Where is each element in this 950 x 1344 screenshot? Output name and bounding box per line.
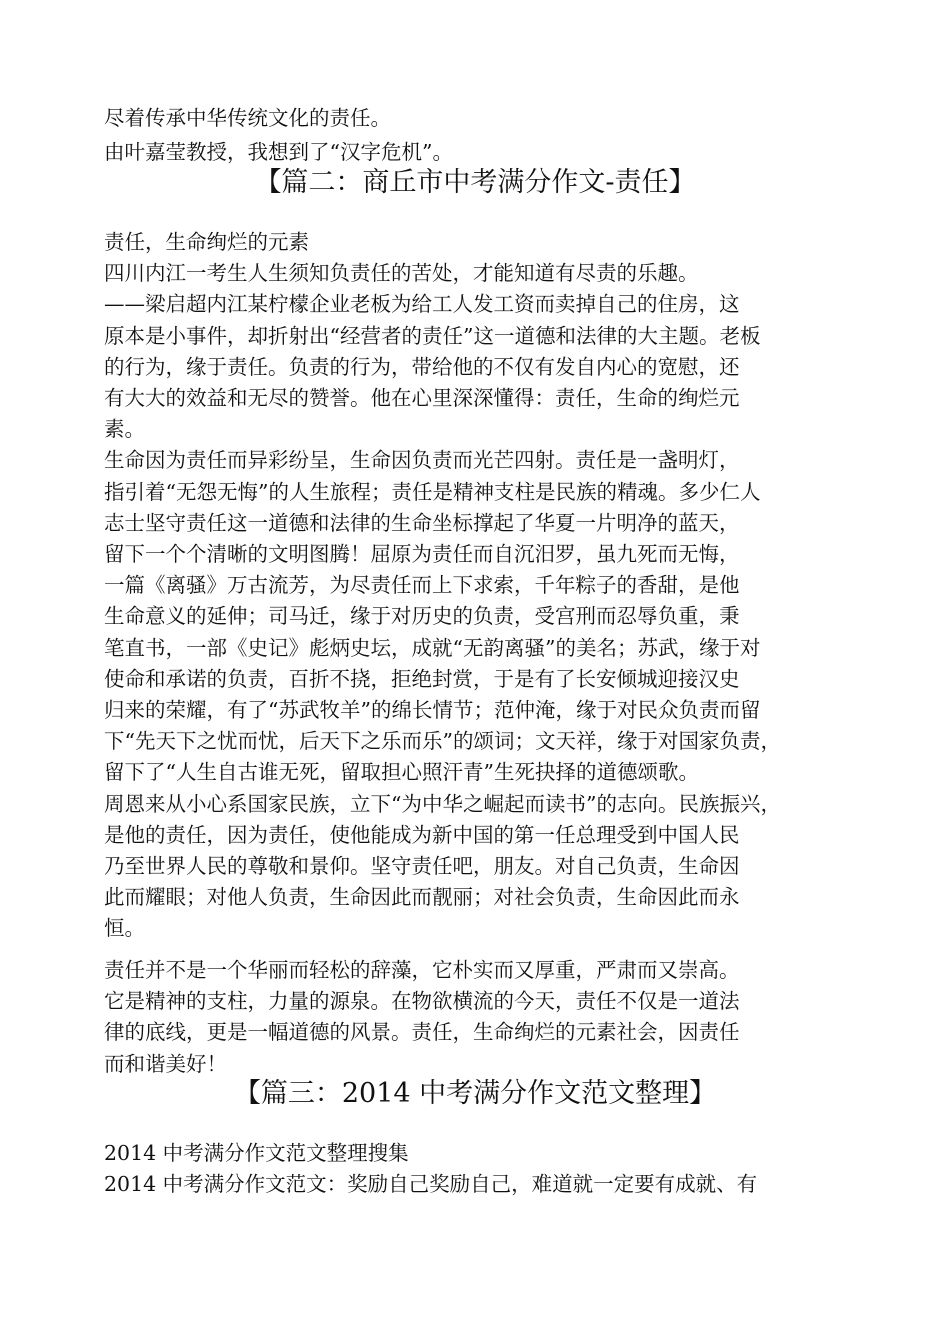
paragraph-line: 生命意义的延伸；司马迁，缘于对历史的负责，受宫刑而忍辱负重，秉 — [104, 604, 740, 629]
paragraph-line: ——梁启超内江某柠檬企业老板为给工人发工资而卖掉自己的住房，这 — [104, 292, 740, 317]
paragraph-line: 有大大的效益和无尽的赞誉。他在心里深深懂得：责任，生命的绚烂元 — [104, 386, 740, 410]
paragraph-line: 2014 中考满分作文范文：奖励自己奖励自己，难道就一定要有成就、有 — [104, 1172, 758, 1197]
paragraph-line: 周恩来从小心系国家民族，立下“为中华之崛起而读书”的志向。民族振兴， — [104, 791, 781, 816]
paragraph-line: 原本是小事件，却折射出“经营者的责任”这一道德和法律的大主题。老板 — [104, 323, 761, 348]
paragraph-line: 生命因为责任而异彩纷呈，生命因负责而光芒四射。责任是一盏明灯， — [104, 448, 740, 473]
paragraph-line: 2014 中考满分作文范文整理搜集 — [104, 1141, 409, 1165]
section-2-heading: 【篇二：商丘市中考满分作文-责任】 — [254, 167, 696, 198]
paragraph-line: 四川内江一考生人生须知负责任的苦处，才能知道有尽责的乐趣。 — [104, 261, 699, 286]
paragraph-line: 指引着“无怨无悔”的人生旅程；责任是精神支柱是民族的精魂。多少仁人 — [104, 479, 761, 504]
paragraph-line: 的行为，缘于责任。负责的行为，带给他的不仅有发自内心的宽慰，还 — [104, 354, 740, 379]
paragraph-line: 留下一个个清晰的文明图腾！屈原为责任而自沉汨罗，虽九死而无悔， — [104, 542, 740, 566]
paragraph-line: 留下了“人生自古谁无死，留取担心照汗青”生死抉择的道德颂歌。 — [104, 760, 699, 785]
paragraph-line: 恒。 — [104, 916, 145, 941]
paragraph-line: 归来的荣耀，有了“苏武牧羊”的绵长情节；范仲淹，缘于对民众负责而留 — [104, 698, 761, 722]
paragraph-line: 乃至世界人民的尊敬和景仰。坚守责任吧，朋友。对自己负责，生命因 — [104, 854, 740, 878]
paragraph-line: 而和谐美好！ — [104, 1051, 227, 1076]
paragraph-line: 素。 — [104, 417, 145, 442]
paragraph-line: 责任并不是一个华丽而轻松的辞藻，它朴实而又厚重，严肃而又崇高。 — [104, 958, 740, 982]
section-3-heading: 【篇三：2014 中考满分作文范文整理】 — [233, 1078, 717, 1109]
paragraph-line: 它是精神的支柱，力量的源泉。在物欲横流的今天，责任不仅是一道法 — [104, 989, 740, 1014]
paragraph-line: 笔直书，一部《史记》彪炳史坛，成就“无韵离骚”的美名；苏武，缘于对 — [104, 635, 761, 660]
paragraph-line: 此而耀眼；对他人负责，生命因此而靓丽；对社会负责，生命因此而永 — [104, 885, 740, 910]
intro-line-2: 由叶嘉莹教授，我想到了“汉字危机”。 — [104, 140, 453, 164]
paragraph-line: 志士坚守责任这一道德和法律的生命坐标撑起了华夏一片明净的蓝天， — [104, 510, 740, 535]
paragraph-line: 一篇《离骚》万古流芳，为尽责任而上下求索，千年粽子的香甜，是他 — [104, 573, 740, 598]
paragraph-line: 下“先天下之忧而忧，后天下之乐而乐”的颂词；文天祥，缘于对国家负责， — [104, 729, 781, 754]
paragraph-line: 是他的责任，因为责任，使他能成为新中国的第一任总理受到中国人民 — [104, 822, 740, 847]
paragraph-line: 使命和承诺的负责，百折不挠，拒绝封赏，于是有了长安倾城迎接汉史 — [104, 666, 740, 691]
paragraph-line: 律的底线，更是一幅道德的风景。责任，生命绚烂的元素社会，因责任 — [104, 1020, 740, 1045]
paragraph-line: 责任，生命绚烂的元素 — [104, 230, 309, 254]
intro-line-1: 尽着传承中华传统文化的责任。 — [104, 106, 391, 130]
